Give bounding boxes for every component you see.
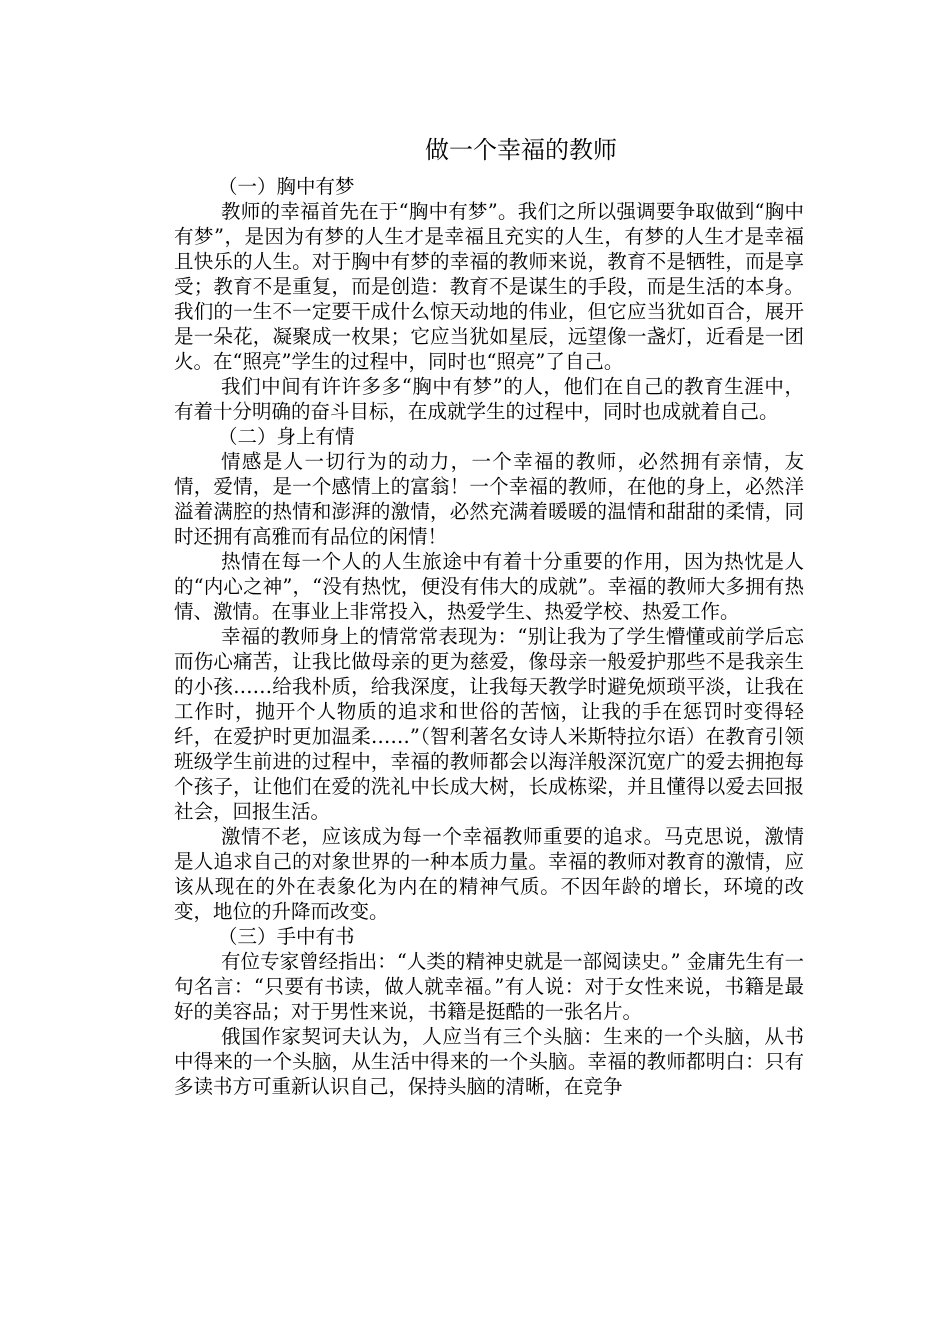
paragraph: 我们中间有许许多多“胸中有梦”的人，他们在自己的教育生涯中，有着十分明确的奋斗目标，在成就学生的过程中，同时也成就着自己。 bbox=[174, 375, 804, 423]
document-page bbox=[174, 132, 804, 1099]
section-heading-1: （一）胸中有梦 bbox=[218, 175, 355, 198]
paragraph: 激情不老，应该成为每一个幸福教师重要的追求。马克思说，激情是人追求自己的对象世界的一种本质力量。幸福的教师对教育的激情，应该从现在的外在表象化为内在的精神气质。不因年龄的增长，环境的改变，地位的升降而改变。 bbox=[174, 825, 804, 923]
paragraph: 教师的幸福首先在于“胸中有梦”。我们之所以强调要争取做到“胸中有梦”，是因为有梦的人生才是幸福且充实的人生，有梦的人生才是幸福且快乐的人生。对于胸中有梦的幸福的教师来说，教育不是牺牲，而是享受；教育不是重复，而是创造：教育不是谋生的手段，而是生活的本身。我们的一生不一定要干成什么惊天动地的伟业，但它应当犹如百合，展开是一朵花，凝聚成一枚果；它应当犹如星辰，远望像一盏灯，近看是一团火。在“照亮”学生的过程中，同时也“照亮”了自己。 bbox=[174, 200, 804, 373]
paragraph: 幸福的教师身上的情常常表现为：“别让我为了学生懵懂或前学后忘而伤心痛苦，让我比做母亲的更为慈爱，像母亲一般爱护那些不是我亲生的小孩……给我朴质，给我深度，让我每天教学时避免烦琐平淡，让我在工作时，抛开个人物质的追求和世俗的苦恼，让我的手在惩罚时变得轻纤，在爱护时更加温柔……”（智利著名女诗人米斯特拉尔语）在教育引领班级学生前进的过程中，幸福的教师都会以海洋般深沉宽广的爱去拥抱每个孩子，让他们在爱的洗礼中长成大树，长成栋梁，并且懂得以爱去回报社会，回报生活。 bbox=[174, 625, 804, 823]
section-heading-2: （二）身上有情 bbox=[218, 425, 355, 448]
document-title: 做一个幸福的教师 bbox=[425, 136, 617, 164]
paragraph: 俄国作家契诃夫认为，人应当有三个头脑：生来的一个头脑，从书中得来的一个头脑，从生活中得来的一个头脑。幸福的教师都明白：只有多读书方可重新认识自己，保持头脑的清晰，在竞争 bbox=[174, 1025, 804, 1098]
paragraph: 有位专家曾经指出：“人类的精神史就是一部阅读史。” 金庸先生有一句名言：“只要有书读，做人就幸福。”有人说：对于女性来说，书籍是最好的美容品；对于男性来说，书籍是挺酷的一张名片。 bbox=[174, 950, 804, 1023]
paragraph: 情感是人一切行为的动力，一个幸福的教师，必然拥有亲情，友情，爱情，是一个感情上的富翁！一个幸福的教师，在他的身上，必然洋溢着满腔的热情和澎湃的激情，必然充满着暖暖的温情和甜甜的柔情，同时还拥有高雅而有品位的闲情！ bbox=[174, 450, 804, 548]
paragraph: 热情在每一个人的人生旅途中有着十分重要的作用，因为热忱是人的“内心之神”，“没有热忱，便没有伟大的成就”。幸福的教师大多拥有热情、激情。在事业上非常投入，热爱学生、热爱学校、热爱工作。 bbox=[174, 550, 804, 623]
section-heading-3: （三）手中有书 bbox=[218, 925, 355, 948]
